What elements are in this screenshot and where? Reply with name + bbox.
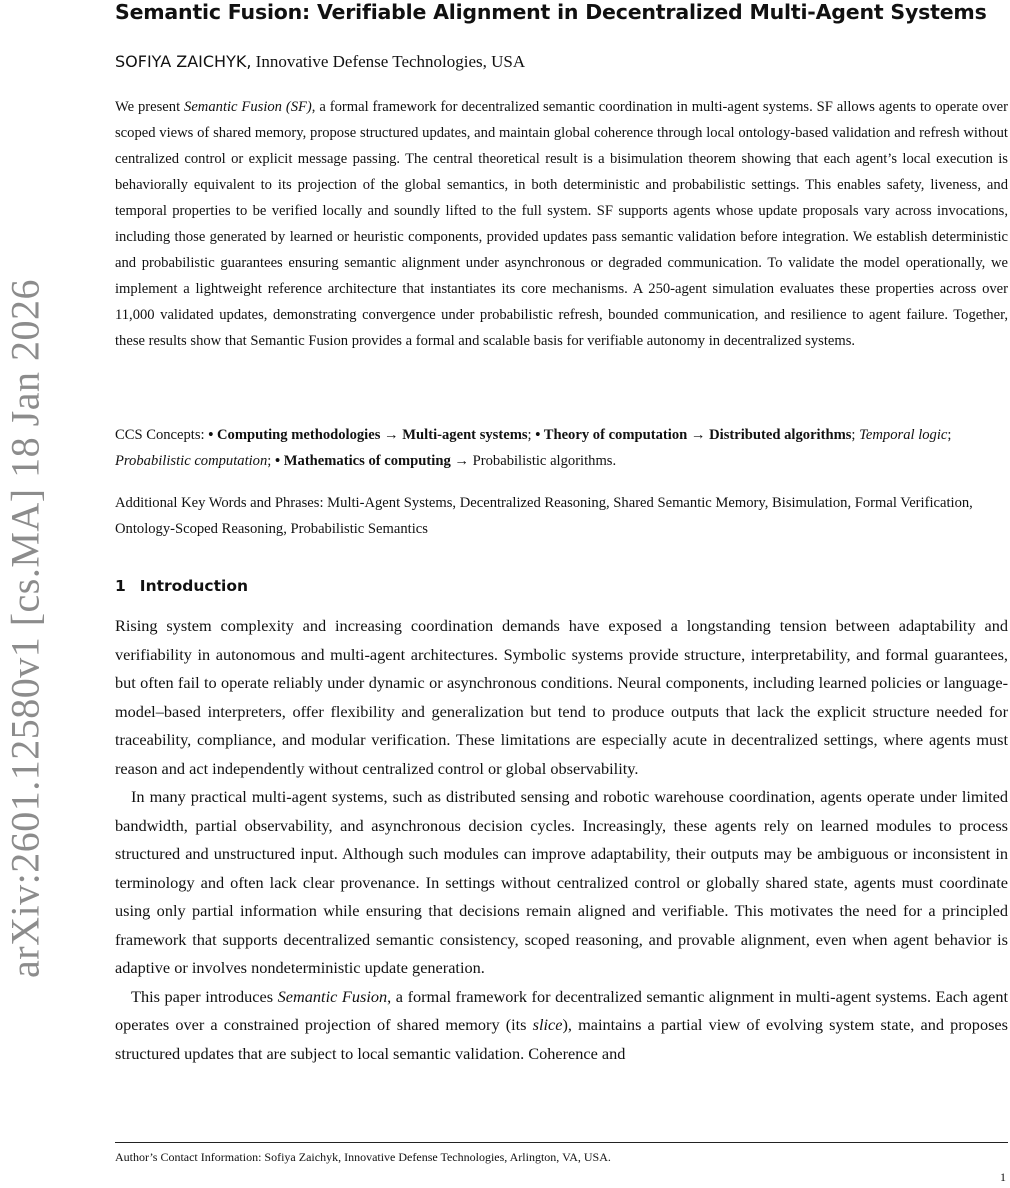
abstract-text: We present	[115, 99, 185, 115]
emphasis: slice	[532, 1015, 563, 1034]
paragraph	[115, 983, 1008, 1069]
emphasis: Semantic Fusion	[277, 986, 388, 1006]
arxiv-watermark: arXiv:2601.12580v1 [cs.MA] 18 Jan 2026	[2, 279, 48, 978]
ccs-concept: • Theory of computation → Distributed algorithms	[535, 427, 852, 443]
ccs-concept: • Computing methodologies → Multi-agent systems	[208, 427, 528, 443]
section-number: 1	[115, 577, 126, 595]
author-line	[115, 52, 1008, 72]
keywords: Additional Key Words and Phrases: Multi-Agent Systems, Decentralized Reasoning, Shared Semantic Memory, Bisimulation, Formal Verification, Ontology-Scoped Reasoning, Probabilistic Semantics	[115, 495, 973, 537]
body-text	[115, 612, 1008, 1068]
paragraph: Rising system complexity and increasing coordination demands have exposed a longstanding tension between adaptability and verifiability in autonomous and multi-agent architectures. Symbolic systems provide structure, interpretability, and formal guarantees, but often fail to operate reliably under dynamic or asynchronous conditions. Neural components, including learned policies or language-model–based interpreters, offer flexibility and generalization but tend to produce outputs that lack the explicit structure needed for traceability, compliance, and modular verification. These limitations are especially acute in decentralized settings, where agents must reason and act independently without centralized control or global observability.	[115, 616, 1008, 778]
author-affiliation: Innovative Defense Technologies, USA	[251, 52, 526, 71]
ccs-concept: • Mathematics of computing	[274, 453, 451, 469]
paper-title: Semantic Fusion: Verifiable Alignment in Decentralized Multi-Agent Systems	[115, 0, 987, 24]
abstract-text: , a formal framework for decentralized semantic coordination in multi-agent systems. SF allows agents to operate over scoped views of shared memory, propose structured updates, and maintain global coherence through local ontology-based validation and refresh without centralized control or explicit message passing. The central theoretical result is a bisimulation theorem showing that each agent’s local execution is behaviorally equivalent to its projection of the global semantics, in both deterministic and probabilistic settings. This enables safety, liveness, and temporal properties to be verified locally and soundly lifted to the full system. SF supports agents whose update proposals vary across invocations, including those generated by learned or heuristic components, provided updates pass semantic validation before integration. We establish deterministic and probabilistic guarantees ensuring semantic alignment under asynchronous or degraded communication. To validate the model operationally, we implement a lightweight reference architecture that instantiates its core mechanisms. A 250-agent simulation evaluates these properties across over 11,000 validated updates, demonstrating convergence under probabilistic refresh, bounded communication, and resilience to agent failure. Together, these results show that Semantic Fusion provides a formal and scalable basis for verifiable autonomy in decentralized systems.	[115, 99, 1008, 349]
separator: ;	[947, 427, 952, 443]
abstract	[115, 94, 1008, 354]
text: ), maintains a partial view of evolving system state, and proposes structured updates that are subject to local semantic validation. Coherence and	[115, 1015, 1008, 1063]
abstract-emphasis: Semantic Fusion (SF)	[184, 99, 312, 115]
section-title: Introduction	[139, 577, 249, 595]
separator: ;	[267, 453, 275, 469]
page-number: 1	[1000, 1170, 1006, 1184]
footnote-rule	[115, 1142, 1008, 1143]
ccs-concept: → Probabilistic algorithms.	[450, 453, 617, 469]
separator: ;	[527, 427, 536, 443]
text: This paper introduces	[131, 986, 278, 1006]
ccs-label: CCS Concepts:	[115, 427, 209, 443]
ccs-concepts	[115, 422, 1008, 474]
author-name: SOFIYA ZAICHYK,	[115, 52, 252, 71]
ccs-concept: Probabilistic computation	[115, 453, 268, 469]
paragraph: In many practical multi-agent systems, such as distributed sensing and robotic warehouse coordination, agents operate under limited bandwidth, partial observability, and asynchronous decision cycles. Increasingly, these agents rely on learned modules to process structured and unstructured input. Although such modules can improve adaptability, their outputs may be ambiguous or inconsistent in terminology and often lack clear provenance. In settings without centralized control or globally shared state, agents must coordinate using only partial information while ensuring that decisions remain aligned and verifiable. This motivates the need for a principled framework that supports decentralized semantic consistency, scoped reasoning, and provable alignment, even when agent behavior is adaptive or involves nondeterministic update generation.	[115, 787, 1008, 977]
ccs-concept: Temporal logic	[859, 427, 948, 443]
footnote: Author’s Contact Information: Sofiya Zaichyk, Innovative Defense Technologies, Arlington, VA, USA.	[115, 1150, 611, 1164]
section-heading	[115, 577, 1008, 595]
separator: ;	[851, 427, 860, 443]
text: , a formal framework for decentralized semantic alignment in multi-agent systems. Each agent operates over a constrained projection of shared memory (its	[115, 986, 1008, 1034]
